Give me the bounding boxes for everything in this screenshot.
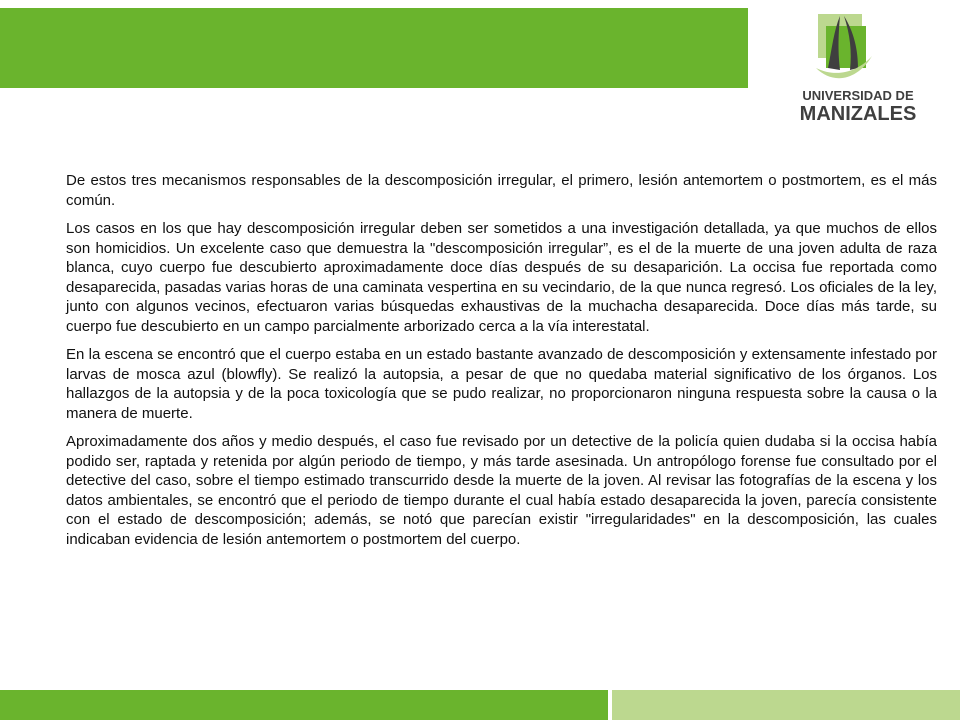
university-emblem-icon xyxy=(772,8,944,126)
main-content xyxy=(66,171,937,558)
paragraph: Los casos en los que hay descomposición irregular deben ser sometidos a una investigación detallada, ya que muchos de ellos son homicidios. Un excelente caso que demuestra la "descomposición irregular”, es el de la muerte de una joven adulta de raza blanca, cuyo cuerpo fue descubierto aproximadamente doce días después de su desaparición. La occisa fue reportada como desaparecida, pasadas varias horas de una caminata vespertina en su vecindario, de la que nunca regresó. Los oficiales de la ley, junto con algunos vecinos, efectuaron varias búsquedas exhaustivas de la muchacha desaparecida. Doce días más tarde, su cuerpo fue descubierto en un campo parcialmente arborizado cerca a la vía interestatal. xyxy=(66,220,937,335)
logo-line1: UNIVERSIDAD DE xyxy=(802,88,914,103)
footer-bar-light xyxy=(612,690,960,720)
paragraph: De estos tres mecanismos responsables de la descomposición irregular, el primero, lesión antemortem o postmortem, es el más común. xyxy=(66,172,937,209)
paragraph: En la escena se encontró que el cuerpo estaba en un estado bastante avanzado de descomposición y extensamente infestado por larvas de mosca azul (blowfly). Se realizó la autopsia, a pesar de que no quedaba material significativo de los órganos. Los hallazgos de la autopsia y de la poca toxicología que se pudo realizar, no proporcionaron ninguna respuesta sobre la causa o la manera de muerte. xyxy=(66,346,937,422)
paragraph: Aproximadamente dos años y medio después, el caso fue revisado por un detective de la policía quien dudaba si la occisa había podido ser, raptada y retenida por algún periodo de tiempo, y más tarde asesinada. Un antropólogo forense fue consultado por el detective del caso, sobre el tiempo estimado transcurrido desde la muerte de la joven. Al revisar las fotografías de la escena y los datos ambientales, se encontró que el periodo de tiempo durante el cual había estado desaparecida la joven, parecía consistente con el estado de descomposición; además, se notó que parecían existir "irregularidades" en la descomposición, las cuales indicaban evidencia de lesión antemortem o postmortem del cuerpo. xyxy=(66,433,937,548)
top-banner xyxy=(0,8,748,88)
university-logo xyxy=(772,8,944,126)
logo-line2: MANIZALES xyxy=(799,103,917,125)
footer-bar-dark xyxy=(0,690,608,720)
